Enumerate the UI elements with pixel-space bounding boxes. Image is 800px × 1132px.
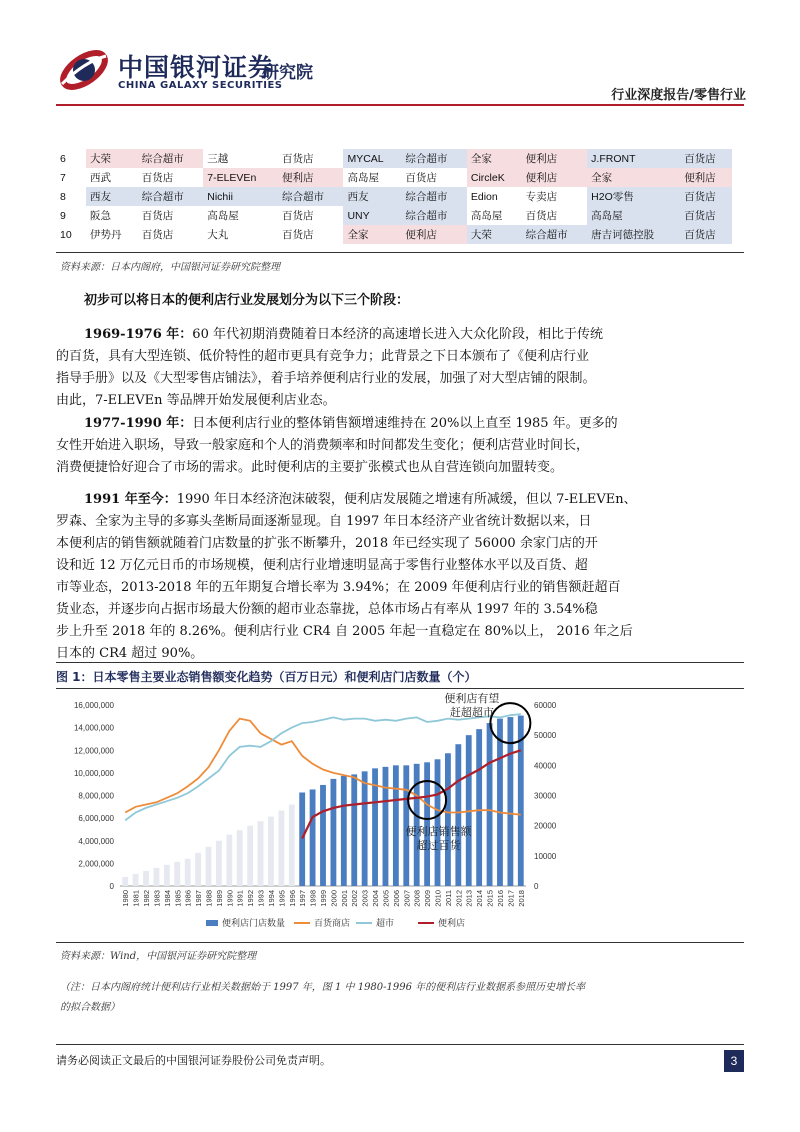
bar <box>341 776 347 886</box>
annotation-text: 赶超超市 <box>449 707 494 719</box>
bar <box>330 779 336 886</box>
format-cell: 综合超市 <box>401 149 467 168</box>
bar <box>383 767 389 886</box>
format-cell: 百货店 <box>138 225 204 244</box>
company-cell: H2O零售 <box>587 187 680 206</box>
paragraph-line: 货业态，并逐步向占据市场最大份额的超市业态靠拢，总体市场占有率从 1997 年的 3.54%稳 <box>56 602 598 617</box>
bar <box>154 868 160 886</box>
y-left-tick-label: 0 <box>109 882 114 891</box>
x-tick-label: 2007 <box>402 890 412 907</box>
stage-heading: 1991 年至今： <box>84 492 177 507</box>
company-cell: 大丸 <box>203 225 278 244</box>
x-tick-label: 1992 <box>246 890 256 907</box>
y-right-tick-label: 20000 <box>534 821 557 831</box>
format-cell: 综合超市 <box>138 149 204 168</box>
paragraph-line: 由此，7-ELEVEn 等品牌开始发展便利店业态。 <box>56 393 336 408</box>
x-tick-label: 2009 <box>423 890 433 907</box>
x-tick-label: 2018 <box>516 890 526 907</box>
bar <box>393 765 399 886</box>
y-right-tick-label: 10000 <box>534 851 557 861</box>
paragraph-line: 本便利店的销售额就随着门店数量的扩张不断攀升，2018 年已经实现了 56000 余家门店的开 <box>56 536 598 551</box>
x-tick-label: 2013 <box>464 890 474 907</box>
bar <box>320 785 326 886</box>
bar <box>206 847 212 886</box>
company-cell: Edion <box>467 187 522 206</box>
table-row <box>56 187 732 206</box>
y-right-tick-label: 60000 <box>534 701 557 710</box>
y-right-tick-label: 0 <box>534 882 539 891</box>
x-tick-label: 2010 <box>433 890 443 907</box>
bar <box>455 744 461 886</box>
format-cell: 便利店 <box>680 168 732 187</box>
bar <box>278 811 284 886</box>
bar <box>476 729 482 886</box>
company-cell: UNY <box>343 206 401 225</box>
bar <box>122 877 128 886</box>
figure-note <box>60 978 585 1018</box>
y-left-tick-label: 2,000,000 <box>78 859 114 869</box>
bar <box>299 792 305 886</box>
company-cell: 高岛屋 <box>343 168 401 187</box>
x-tick-label: 1986 <box>183 890 193 907</box>
table-row <box>56 149 732 168</box>
y-right-tick-label: 40000 <box>534 761 557 771</box>
ranking-table <box>56 149 732 244</box>
bar <box>445 753 451 886</box>
institute-name: 研究院 <box>262 63 313 83</box>
company-cell: 西友 <box>86 187 138 206</box>
paragraph-line: 市等业态，2013-2018 年的五年期复合增长率为 3.94%；在 2009 年便利店行业的销售额赶超百 <box>56 580 621 595</box>
y-left-tick-label: 16,000,000 <box>73 701 114 710</box>
x-tick-label: 2003 <box>360 890 370 907</box>
disclaimer: 请务必阅读正文最后的中国银河证券股份公司免责声明。 <box>56 1054 331 1067</box>
header-rule <box>56 104 744 106</box>
rank-cell: 10 <box>56 225 86 244</box>
x-tick-label: 1996 <box>287 890 297 907</box>
format-cell: 便利店 <box>522 149 588 168</box>
x-tick-label: 2002 <box>350 890 360 907</box>
format-cell: 百货店 <box>401 168 467 187</box>
figure-source: 资料来源：Wind，中国银河证券研究院整理 <box>60 951 257 962</box>
paragraph-line: 指导手册》以及《大型零售店铺法》，着手培养便利店行业的发展，加强了对大型店铺的限制。 <box>56 371 596 386</box>
rank-cell: 6 <box>56 149 86 168</box>
x-tick-label: 1988 <box>204 890 214 907</box>
company-cell: 西武 <box>86 168 138 187</box>
bar <box>289 805 295 886</box>
legend-label: 超市 <box>376 918 395 928</box>
format-cell: 百货店 <box>278 225 344 244</box>
rank-cell: 7 <box>56 168 86 187</box>
company-cell: 大荣 <box>467 225 522 244</box>
company-cell: MYCAL <box>343 149 401 168</box>
paragraph-line: 1969-1976 年：60 年代初期消费随着日本经济的高速增长进入大众化阶段，相比于传统 <box>84 327 603 342</box>
x-tick-label: 2006 <box>391 890 401 907</box>
format-cell: 百货店 <box>680 225 732 244</box>
x-tick-label: 2016 <box>495 890 505 907</box>
figure-note-line: 的拟合数据） <box>60 1002 120 1013</box>
bar <box>362 771 368 886</box>
format-cell: 百货店 <box>278 149 344 168</box>
format-cell: 百货店 <box>522 206 588 225</box>
figure-title: 图 1：日本零售主要业态销售额变化趋势（百万日元）和便利店门店数量（个） <box>56 670 477 684</box>
bar <box>185 859 191 886</box>
galaxy-logo-icon <box>56 42 112 98</box>
company-cell: J.FRONT <box>587 149 680 168</box>
company-cell: 西友 <box>343 187 401 206</box>
company-cell: 全家 <box>587 168 680 187</box>
format-cell: 便利店 <box>278 168 344 187</box>
format-cell: 百货店 <box>680 149 732 168</box>
format-cell: 综合超市 <box>522 225 588 244</box>
paragraph-line: 罗森、全家为主导的多寡头垄断局面逐渐显现。自 1997 年日本经济产业省统计数据以来，日 <box>56 514 592 529</box>
x-tick-label: 1997 <box>298 890 308 907</box>
format-cell: 百货店 <box>278 206 344 225</box>
bar <box>268 817 274 886</box>
x-tick-label: 1990 <box>225 890 235 907</box>
format-cell: 综合超市 <box>138 187 204 206</box>
footer-rule <box>56 1044 744 1045</box>
bar <box>164 865 170 886</box>
brand-name: 中国银河证券 <box>118 53 275 82</box>
x-tick-label: 1980 <box>121 890 131 907</box>
x-tick-label: 1995 <box>277 890 287 907</box>
stage-3 <box>56 489 744 665</box>
company-cell: 高岛屋 <box>587 206 680 225</box>
paragraph-line: 女性开始进入职场，导致一般家庭和个人的消费频率和时间都发生变化；便利店营业时间长， <box>56 438 590 453</box>
legend-label: 便利店 <box>438 918 466 928</box>
rank-cell: 9 <box>56 206 86 225</box>
x-tick-label: 2011 <box>443 890 453 907</box>
x-tick-label: 1991 <box>235 890 245 907</box>
format-cell: 综合超市 <box>278 187 344 206</box>
company-cell: 唐吉诃德控股 <box>587 225 680 244</box>
x-tick-label: 1983 <box>152 890 162 907</box>
bar <box>226 835 232 886</box>
figure-bottom-rule <box>56 942 744 943</box>
y-left-tick-label: 6,000,000 <box>78 814 114 824</box>
legend-label: 便利店门店数量 <box>222 918 286 928</box>
x-tick-label: 2004 <box>371 890 381 907</box>
paragraph-line: 步上升至 2018 年的 8.26%。便利店行业 CR4 自 2005 年起一直稳定在 80%以上， 2016 年之后 <box>56 624 633 639</box>
page-number: 3 <box>724 1050 744 1072</box>
paragraph-line: 1977-1990 年：日本便利店行业的整体销售额增速维持在 20%以上直至 1985 年。更多的 <box>84 416 618 431</box>
format-cell: 百货店 <box>138 168 204 187</box>
format-cell: 便利店 <box>401 225 467 244</box>
x-tick-label: 2012 <box>454 890 464 907</box>
company-cell: 阪急 <box>86 206 138 225</box>
table-bottom-rule <box>56 252 744 253</box>
stages-intro: 初步可以将日本的便利店行业发展划分为以下三个阶段： <box>84 293 410 308</box>
company-cell: CircleK <box>467 168 522 187</box>
company-cell: Nichii <box>203 187 278 206</box>
format-cell: 便利店 <box>522 168 588 187</box>
annotation-text: 便利店销售额 <box>405 826 472 838</box>
figure-top-rule <box>56 662 744 663</box>
format-cell: 专卖店 <box>522 187 588 206</box>
x-tick-label: 1994 <box>266 890 276 907</box>
company-cell: 7-ELEVEn <box>203 168 278 187</box>
table-row <box>56 168 732 187</box>
paragraph-line: 的百货，具有大型连锁、低价特性的超市更具有竞争力；此背景之下日本颁布了《便利店行业 <box>56 349 590 364</box>
x-tick-label: 2014 <box>475 890 485 907</box>
company-cell: 全家 <box>467 149 522 168</box>
bar <box>174 862 180 886</box>
stage-heading: 1977-1990 年： <box>84 416 193 431</box>
company-cell: 高岛屋 <box>467 206 522 225</box>
x-tick-label: 1998 <box>308 890 318 907</box>
company-cell: 伊势丹 <box>86 225 138 244</box>
company-cell: 全家 <box>343 225 401 244</box>
x-tick-label: 1982 <box>142 890 152 907</box>
bar <box>237 830 243 886</box>
x-tick-label: 1989 <box>214 890 224 907</box>
report-category: 行业深度报告/零售行业 <box>611 88 746 103</box>
company-cell: 大荣 <box>86 149 138 168</box>
x-tick-label: 1987 <box>194 890 204 907</box>
company-cell: 三越 <box>203 149 278 168</box>
x-tick-label: 2001 <box>339 890 349 907</box>
paragraph-line: 1991 年至今：1990 年日本经济泡沫破裂，便利店发展随之增速有所减缓，但以 7-ELEVEn、 <box>84 492 637 507</box>
legend-label: 百货商店 <box>314 918 351 928</box>
y-left-tick-label: 14,000,000 <box>73 723 114 733</box>
x-tick-label: 2000 <box>329 890 339 907</box>
bar <box>195 853 201 886</box>
bar <box>247 826 253 886</box>
bar <box>143 871 149 886</box>
format-cell: 百货店 <box>138 206 204 225</box>
table-source: 资料来源：日本内阁府，中国银河证券研究院整理 <box>60 262 280 273</box>
x-tick-label: 2005 <box>381 890 391 907</box>
format-cell: 百货店 <box>680 187 732 206</box>
bar <box>258 821 264 886</box>
bar <box>435 759 441 886</box>
x-tick-label: 1993 <box>256 890 266 907</box>
bar <box>216 841 222 886</box>
bar <box>351 774 357 886</box>
x-tick-label: 2017 <box>506 890 516 907</box>
x-tick-label: 1985 <box>173 890 183 907</box>
retail-sales-chart <box>56 690 744 940</box>
bar <box>133 874 139 886</box>
y-right-tick-label: 30000 <box>534 791 557 801</box>
stage-2 <box>56 413 744 479</box>
x-tick-label: 2015 <box>485 890 495 907</box>
paragraph-line: 设和近 12 万亿元日币的市场规模，便利店行业增速明显高于零售行业整体水平以及百货、超 <box>56 558 588 573</box>
format-cell: 综合超市 <box>401 206 467 225</box>
rank-cell: 8 <box>56 187 86 206</box>
figure-title-rule <box>56 688 744 689</box>
bar <box>310 789 316 886</box>
y-left-tick-label: 10,000,000 <box>73 768 114 778</box>
paragraph-line: 日本的 CR4 超过 90%。 <box>56 646 204 661</box>
x-tick-label: 1984 <box>162 890 172 907</box>
legend-swatch <box>206 920 218 926</box>
annotation-text: 超过百货 <box>416 840 461 852</box>
bar <box>497 719 503 886</box>
paragraph-line: 消费便捷恰好迎合了市场的需求。此时便利店的主要扩张模式也从自营连锁向加盟转变。 <box>56 460 564 475</box>
figure-note-line: （注：日本内阁府统计便利店行业相关数据始于 1997 年，图 1 中 1980-1996 年的便利店行业数据系参照历史增长率 <box>60 982 586 993</box>
brand-name-en: CHINA GALAXY SECURITIES <box>118 80 283 91</box>
stage-heading: 1969-1976 年： <box>84 327 193 342</box>
format-cell: 百货店 <box>680 206 732 225</box>
annotation-text: 便利店有望 <box>444 693 500 705</box>
company-cell: 高岛屋 <box>203 206 278 225</box>
x-tick-label: 1999 <box>319 890 328 907</box>
y-left-tick-label: 12,000,000 <box>73 746 114 756</box>
y-left-tick-label: 8,000,000 <box>78 791 114 801</box>
y-left-tick-label: 4,000,000 <box>78 836 114 846</box>
y-right-tick-label: 50000 <box>534 731 557 741</box>
x-tick-label: 2008 <box>412 890 422 907</box>
format-cell: 综合超市 <box>401 187 467 206</box>
table-row <box>56 206 732 225</box>
table-row <box>56 225 732 244</box>
x-tick-label: 1981 <box>131 890 141 907</box>
stage-1 <box>56 324 744 412</box>
bar <box>487 723 493 886</box>
